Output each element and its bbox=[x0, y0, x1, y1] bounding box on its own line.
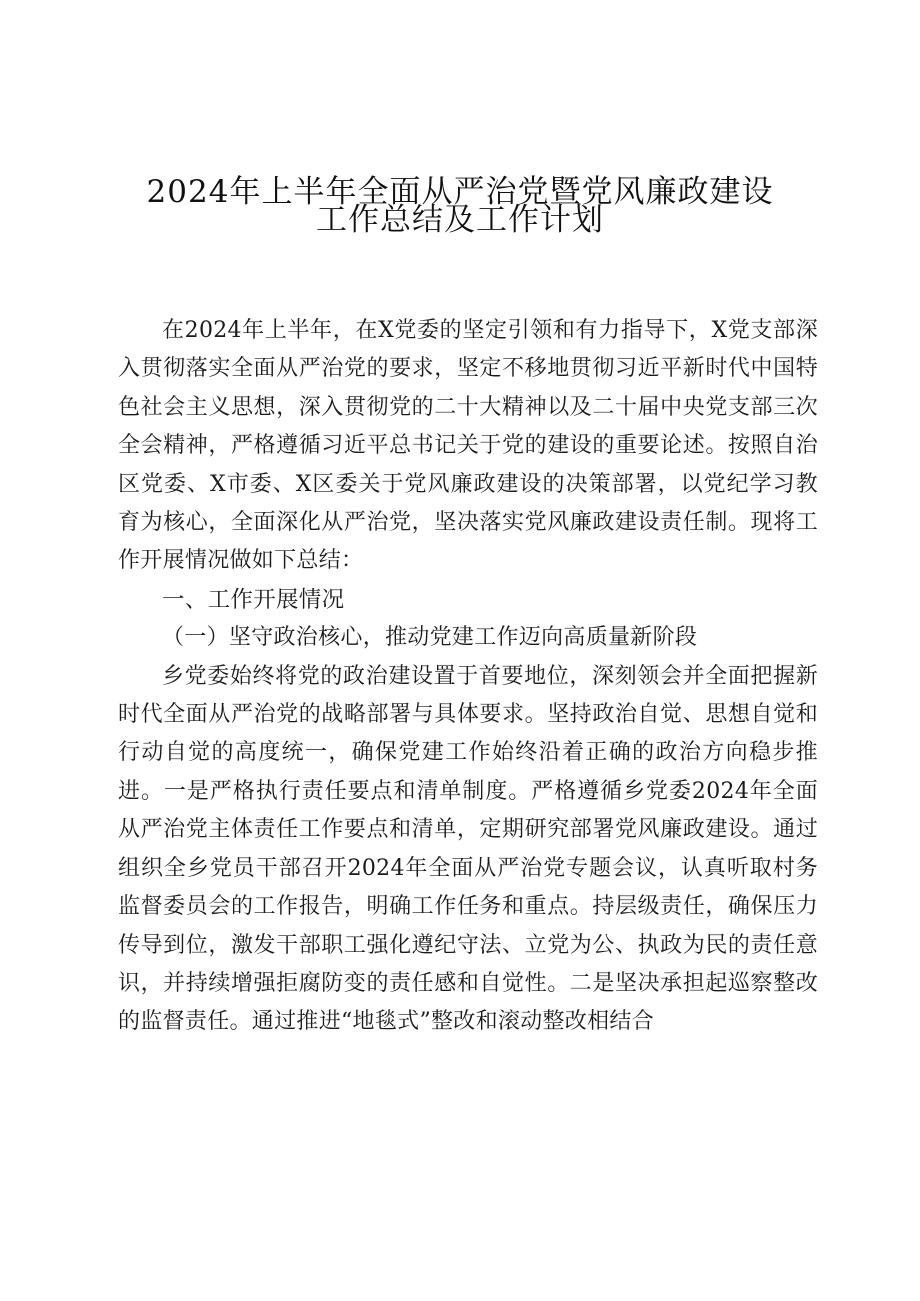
subsection-heading: （一）坚守政治核心，推动党建工作迈向高质量新阶段 bbox=[162, 625, 698, 651]
document-title-line1: 2024年上半年全面从严治党暨党风廉政建设 bbox=[146, 174, 774, 210]
intro-paragraph: 在2024年上半年，在X党委的坚定引领和有力指导下，X党支部深入贯彻落实全面从严治党的要求，坚定不移地贯彻习近平新时代中国特色社会主义思想，深入贯彻党的二十大精神以及二十届中央党支部三次全会精神，严格遵循习近平总书记关于党的建设的重要论述。按照自治区党委、X市委、X区委关于党风廉政建设的决策部署，以党纪学习教育为核心，全面深化从严治党，坚决落实党风廉政建设责任制。现将工作开展情况做如下总结： bbox=[118, 318, 818, 574]
document-title-line2: 工作总结及工作计划 bbox=[316, 202, 604, 238]
body-paragraph: 乡党委始终将党的政治建设置于首要地位，深刻领会并全面把握新时代全面从严治党的战略部署与具体要求。坚持政治自觉、思想自觉和行动自觉的高度统一，确保党建工作始终沿着正确的政治方向稳步推进。一是严格执行责任要点和清单制度。严格遵循乡党委2024年全面从严治党主体责任工作要点和清单，定期研究部署党风廉政建设。通过组织全乡党员干部召开2024年全面从严治党专题会议，认真听取村务监督委员会的工作报告，明确工作任务和重点。持层级责任，确保压力传导到位，激发干部职工强化遵纪守法、立党为公、执政为民的责任意识，并持续增强拒腐防变的责任感和自觉性。二是坚决承担起巡察整改的监督责任。通过推进“地毯式”整改和滚动整改相结合 bbox=[118, 663, 818, 1035]
document-body bbox=[118, 312, 818, 1042]
section-heading: 一、工作开展情况 bbox=[162, 586, 345, 613]
